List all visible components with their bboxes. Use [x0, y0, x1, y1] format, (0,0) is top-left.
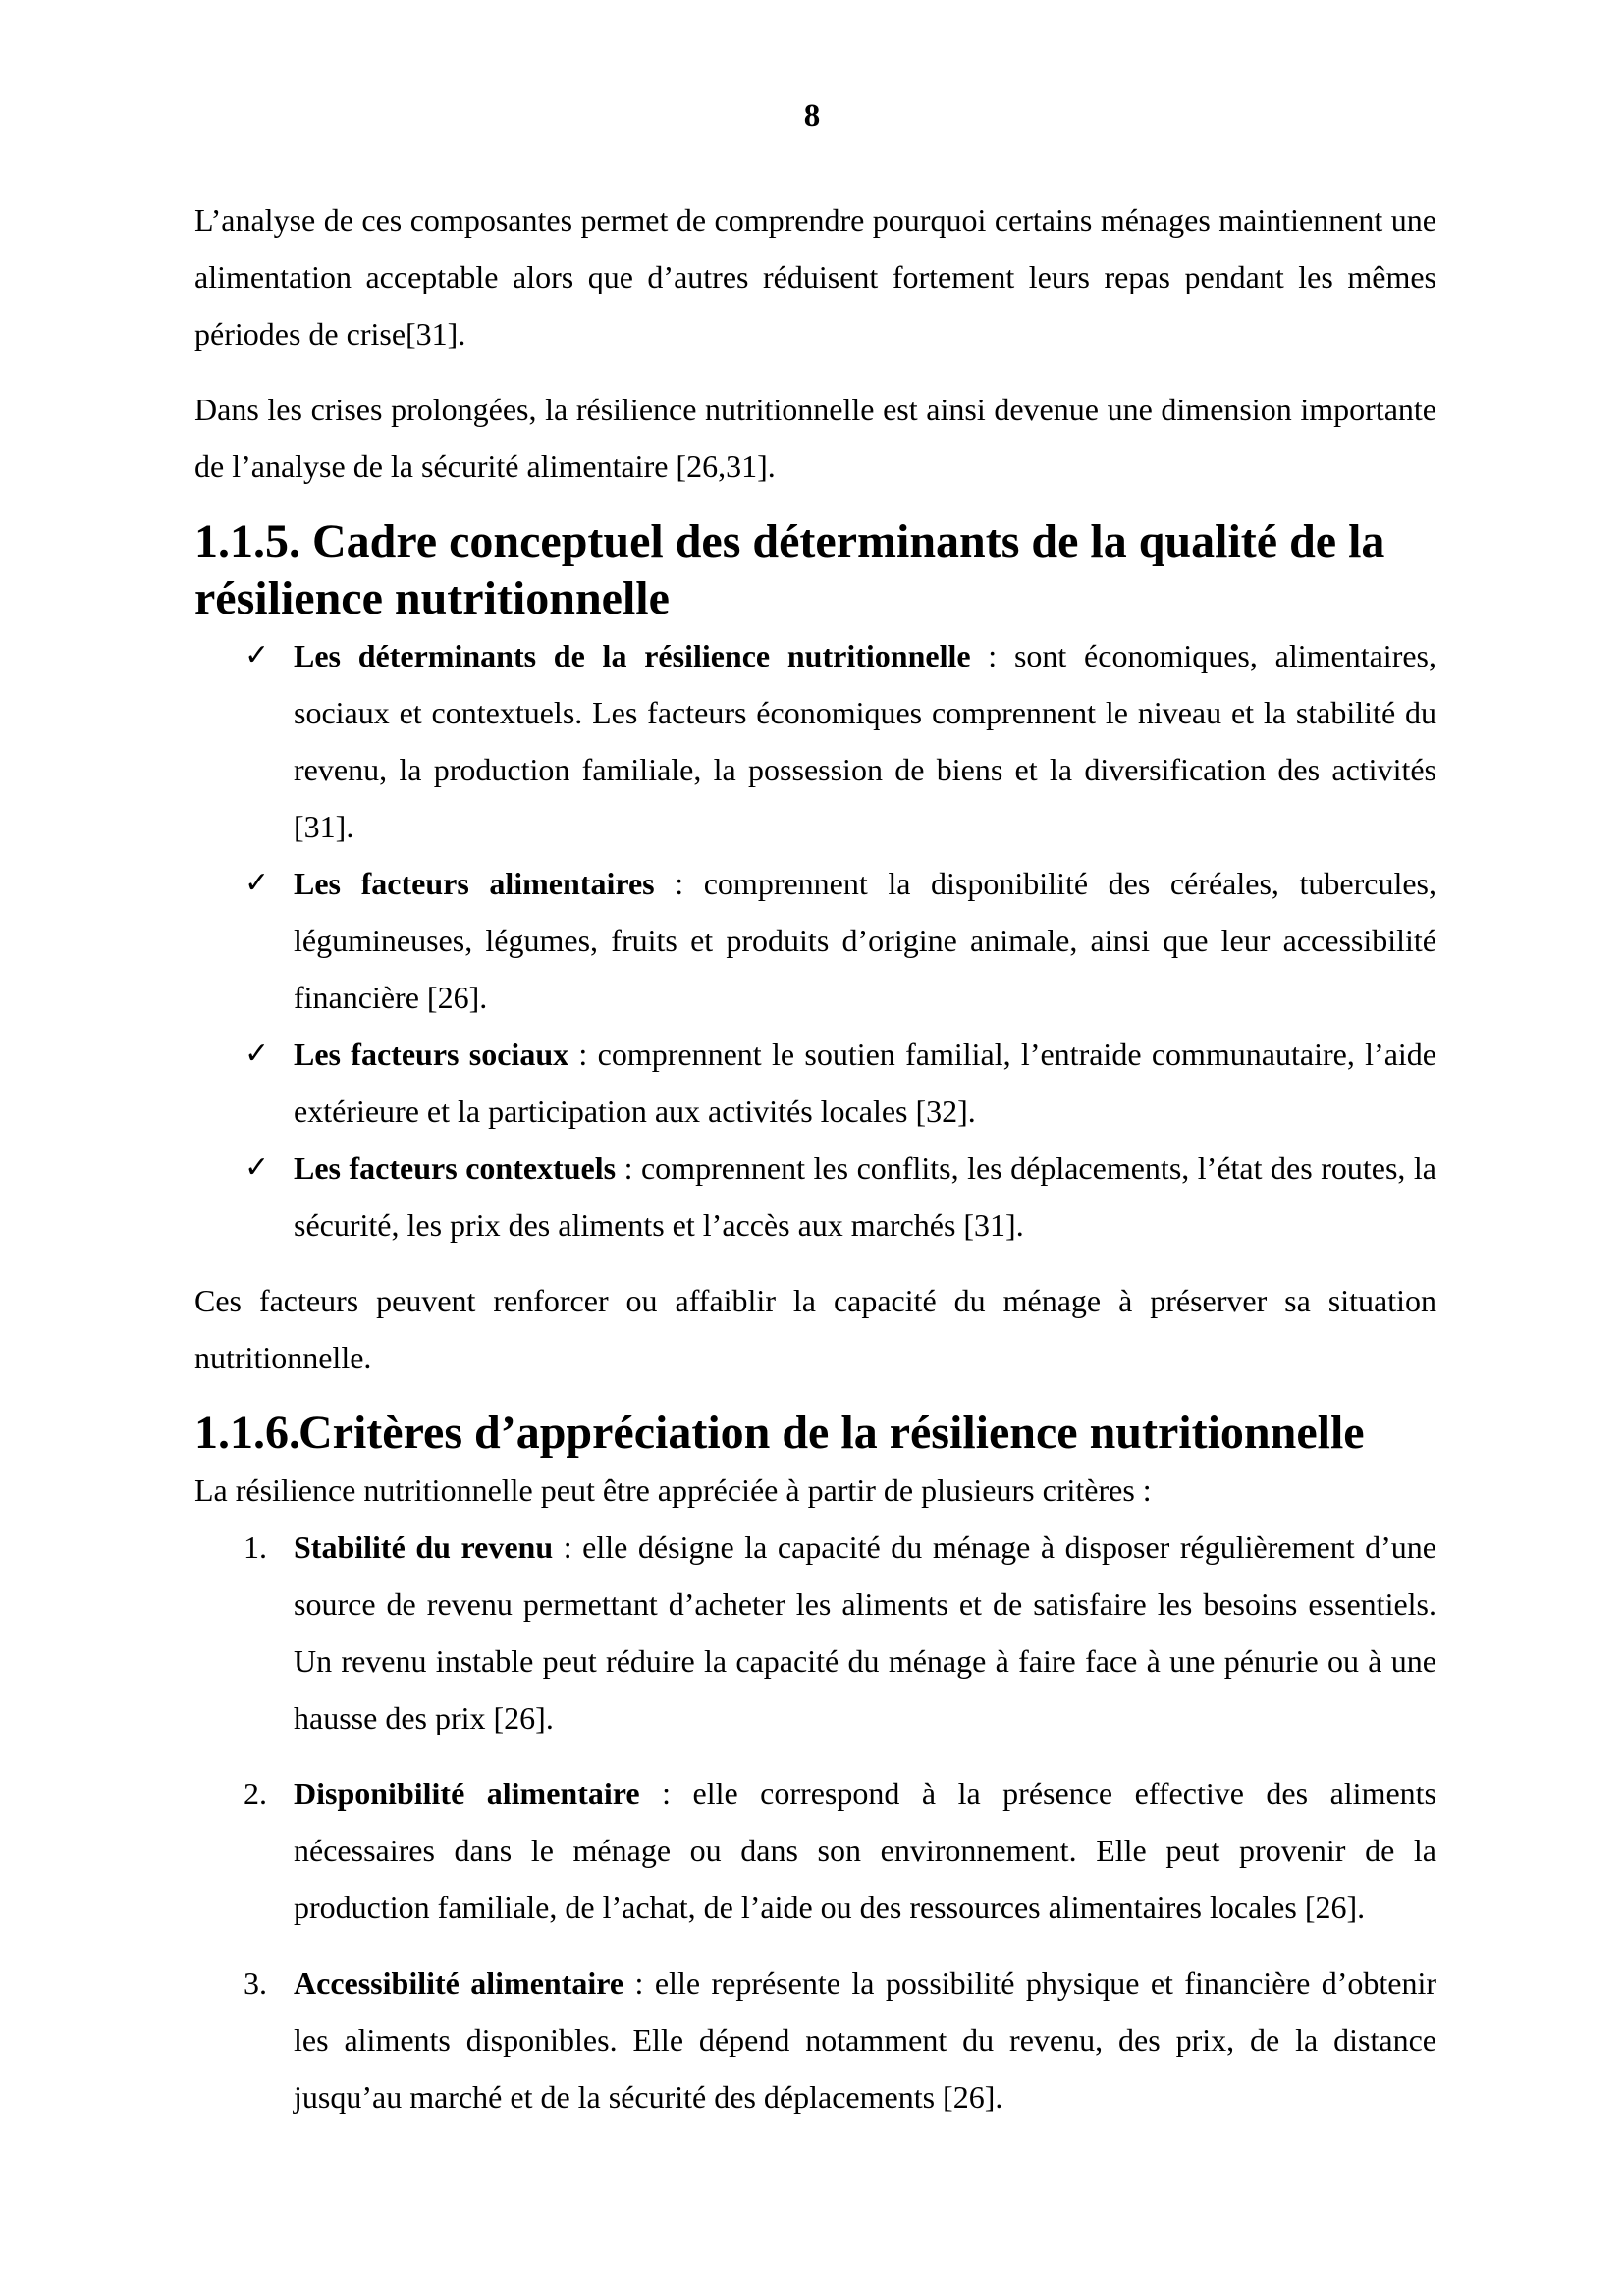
list-item: [194, 855, 1436, 1026]
checkmark-icon: ✓: [244, 638, 270, 672]
paragraph-prolonged-crises: Dans les crises prolongées, la résilience nutritionnelle est ainsi devenue une dimension importante de l’analyse de la sécurité alimentaire [26,31].: [194, 392, 1436, 484]
item-term: Les facteurs alimentaires: [294, 866, 655, 901]
page-number: 8: [803, 98, 821, 133]
paragraph-factors-summary: Ces facteurs peuvent renforcer ou affaiblir la capacité du ménage à préserver sa situation nutritionnelle.: [194, 1283, 1436, 1375]
determinants-checklist: [194, 627, 1436, 1254]
item-description: : comprennent les conflits, les déplacements, l’état des routes, la sécurité, les prix des aliments et l’accès aux marchés [31].: [294, 1150, 1437, 1243]
item-term: Stabilité du revenu: [294, 1529, 554, 1565]
item-term: Accessibilité alimentaire: [294, 1965, 624, 2001]
checkmark-icon: ✓: [244, 1037, 270, 1071]
list-marker: 2.: [244, 1776, 267, 1811]
paragraph-criteria-intro: La résilience nutritionnelle peut être appréciée à partir de plusieurs critères :: [194, 1472, 1152, 1508]
list-item: [194, 1026, 1436, 1140]
page-content: [194, 191, 1436, 2144]
item-description: : elle correspond à la présence effective des aliments nécessaires dans le ménage ou dans son environnement. Elle peut provenir de la production familiale, de l’achat, de l’aide ou des ressources alimentaires locales [26].: [294, 1776, 1437, 1925]
item-description: : sont économiques, alimentaires, sociaux et contextuels. Les facteurs économiques comprennent le niveau et la stabilité du revenu, la production familiale, la possession de biens et la diversification des activités [31].: [294, 638, 1437, 844]
item-description: : elle désigne la capacité du ménage à disposer régulièrement d’une source de revenu permettant d’acheter les aliments et de satisfaire les besoins essentiels. Un revenu instable peut réduire la capacité du ménage à faire face à une pénurie ou à une hausse des prix [26].: [294, 1529, 1437, 1735]
list-item: [194, 1140, 1436, 1254]
list-item: [194, 627, 1436, 855]
section-heading-1-1-6: [194, 1405, 1436, 1462]
checkmark-icon: ✓: [244, 1150, 270, 1185]
list-item: [194, 1954, 1436, 2125]
section-number: 1.1.6.: [194, 1407, 300, 1459]
checkmark-icon: ✓: [244, 866, 270, 900]
section-title: Critères d’appréciation de la résilience nutritionnelle: [298, 1407, 1365, 1459]
item-term: Les facteurs contextuels: [294, 1150, 617, 1186]
item-description: : elle représente la possibilité physique et financière d’obtenir les aliments disponibles. Elle dépend notamment du revenu, des prix, de la distance jusqu’au marché et de la sécurité des déplacements [26].: [294, 1965, 1437, 2114]
paragraph-analysis-components: L’analyse de ces composantes permet de comprendre pourquoi certains ménages maintiennent une alimentation acceptable alors que d’autres réduisent fortement leurs repas pendant les mêmes périodes de crise[31].: [194, 202, 1436, 351]
list-item: [194, 1519, 1436, 1746]
item-description: : comprennent la disponibilité des céréales, tubercules, légumineuses, légumes, fruits et produits d’origine animale, ainsi que leur accessibilité financière [26].: [294, 866, 1437, 1015]
section-heading-1-1-5: 1.1.5. Cadre conceptuel des déterminants de la qualité de la résilience nutritionnelle: [194, 515, 1385, 624]
item-term: Les déterminants de la résilience nutritionnelle: [294, 638, 971, 673]
item-description: : comprennent le soutien familial, l’entraide communautaire, l’aide extérieure et la participation aux activités locales [32].: [294, 1037, 1437, 1129]
list-marker: 3.: [244, 1965, 267, 2001]
criteria-numbered-list: [194, 1519, 1436, 2125]
list-item: [194, 1765, 1436, 1936]
item-term: Les facteurs sociaux: [294, 1037, 569, 1072]
item-term: Disponibilité alimentaire: [294, 1776, 640, 1811]
list-marker: 1.: [244, 1529, 267, 1565]
